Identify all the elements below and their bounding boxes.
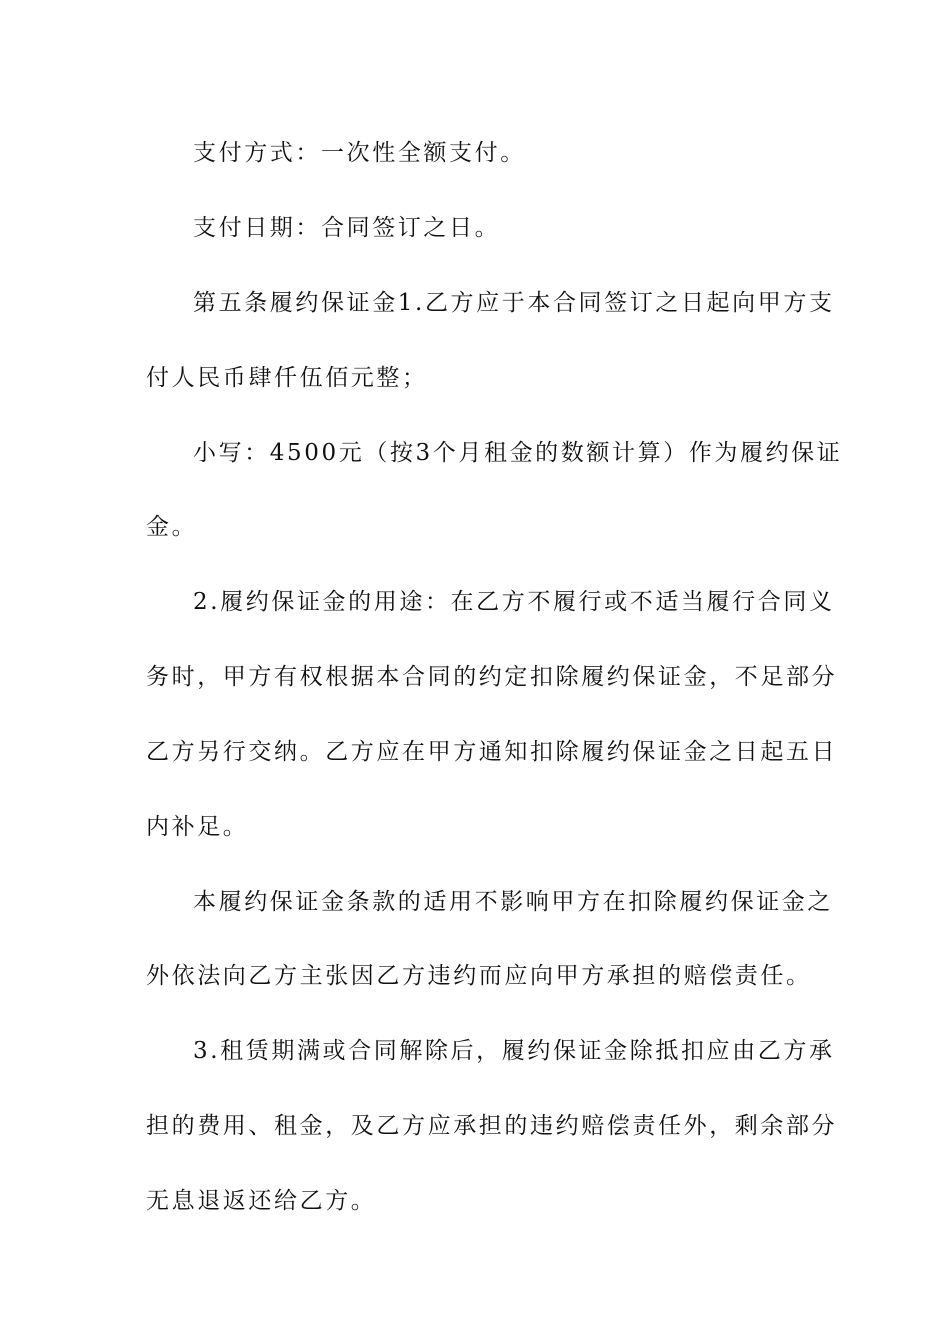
clause-scope-line-1: 本履约保证金条款的适用不影响甲方在扣除履约保证金之	[193, 889, 833, 915]
payment-method-line: 支付方式：一次性全额支付。	[193, 140, 526, 166]
article-five-line-1: 第五条履约保证金1.乙方应于本合同签订之日起向甲方支	[193, 290, 835, 316]
clause-scope-line-2: 外依法向乙方主张因乙方违约而应向甲方承担的赔偿责任。	[146, 963, 812, 989]
purpose-line-3: 乙方另行交纳。乙方应在甲方通知扣除履约保证金之日起五日	[146, 739, 838, 765]
purpose-line-1: 2.履约保证金的用途：在乙方不履行或不适当履行合同义	[193, 589, 835, 615]
purpose-line-4: 内补足。	[146, 814, 249, 840]
purpose-line-2: 务时，甲方有权根据本合同的约定扣除履约保证金，不足部分	[146, 664, 838, 690]
refund-line-1: 3.租赁期满或合同解除后，履约保证金除抵扣应由乙方承	[193, 1038, 835, 1064]
refund-line-2: 担的费用、租金，及乙方应承担的违约赔偿责任外，剩余部分	[146, 1113, 838, 1139]
amount-line-2: 金。	[146, 514, 198, 540]
amount-line-1: 小写：4500元（按3个月租金的数额计算）作为履约保证	[193, 440, 843, 466]
refund-line-3: 无息退返还给乙方。	[146, 1188, 377, 1214]
article-five-line-2: 付人民币肆仟伍佰元整；	[146, 365, 428, 391]
payment-date-line: 支付日期：合同签订之日。	[193, 215, 501, 241]
